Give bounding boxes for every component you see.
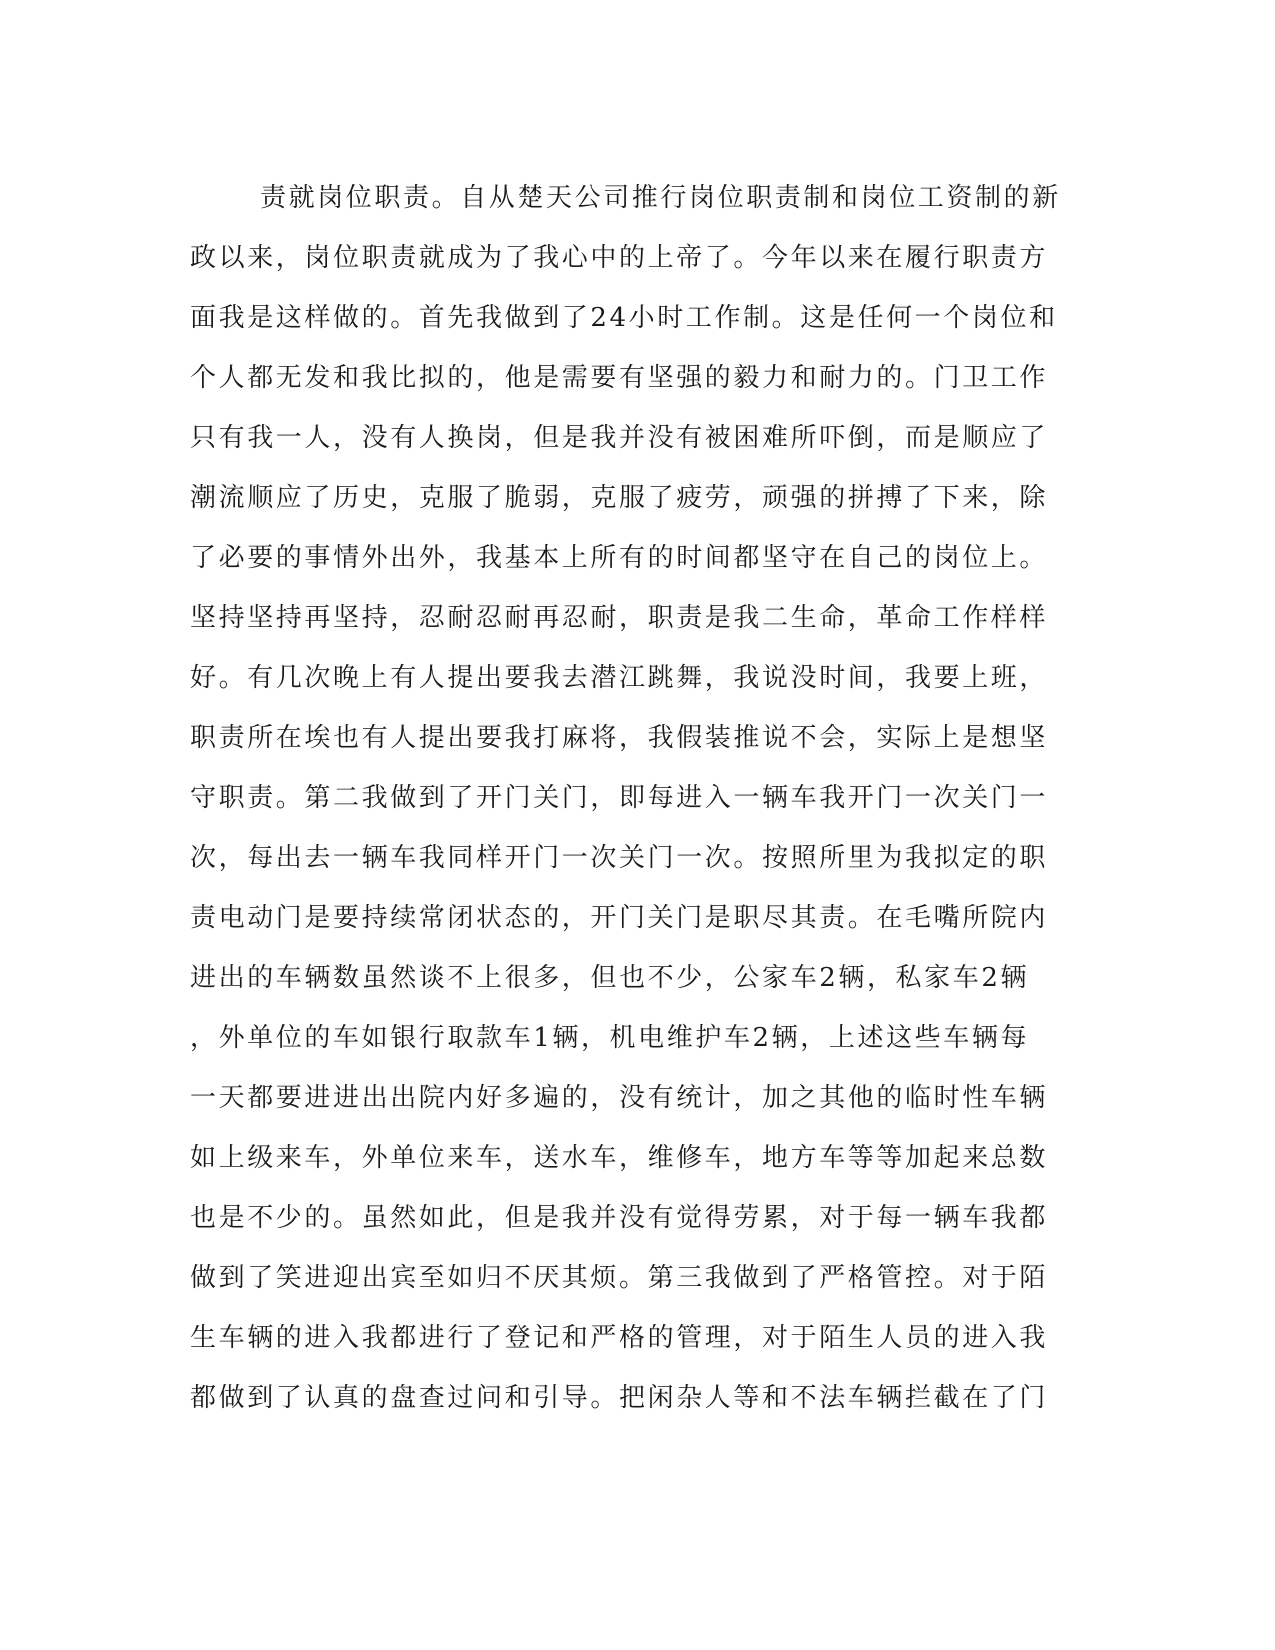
text-line: 如上级来车，外单位来车，送水车，维修车，地方车等等加起来总数 xyxy=(190,1143,1049,1173)
text-line: 潮流顺应了历史，克服了脆弱，克服了疲劳，顽强的拼搏了下来，除 xyxy=(190,483,1049,513)
text-line: 了必要的事情外出外，我基本上所有的时间都坚守在自己的岗位上。 xyxy=(190,543,1049,573)
text-line: 面我是这样做的。首先我做到了24小时工作制。这是任何一个岗位和 xyxy=(190,303,1058,333)
text-line: 也是不少的。虽然如此，但是我并没有觉得劳累，对于每一辆车我都 xyxy=(190,1203,1049,1233)
text-line: 政以来，岗位职责就成为了我心中的上帝了。今年以来在履行职责方 xyxy=(190,243,1049,273)
text-line: 都做到了认真的盘查过问和引导。把闲杂人等和不法车辆拦截在了门 xyxy=(190,1383,1049,1413)
text-line: 次，每出去一辆车我同样开门一次关门一次。按照所里为我拟定的职 xyxy=(190,843,1049,873)
text-line: 好。有几次晚上有人提出要我去潜江跳舞，我说没时间，我要上班， xyxy=(190,663,1049,693)
text-line: 坚持坚持再坚持，忍耐忍耐再忍耐，职责是我二生命，革命工作样样 xyxy=(190,603,1049,633)
text-line: 守职责。第二我做到了开门关门，即每进入一辆车我开门一次关门一 xyxy=(190,783,1049,813)
text-line: 只有我一人，没有人换岗，但是我并没有被困难所吓倒，而是顺应了 xyxy=(190,423,1049,453)
text-line: 责就岗位职责。自从楚天公司推行岗位职责制和岗位工资制的新 xyxy=(260,183,1061,213)
text-line: ，外单位的车如银行取款车1辆，机电维护车2辆，上述这些车辆每 xyxy=(190,1023,1030,1053)
text-line: 个人都无发和我比拟的，他是需要有坚强的毅力和耐力的。门卫工作 xyxy=(190,363,1049,393)
text-line: 生车辆的进入我都进行了登记和严格的管理，对于陌生人员的进入我 xyxy=(190,1323,1049,1353)
body-paragraph xyxy=(190,168,1080,1428)
text-line: 职责所在埃也有人提出要我打麻将，我假装推说不会，实际上是想坚 xyxy=(190,723,1049,753)
text-line: 进出的车辆数虽然谈不上很多，但也不少，公家车2辆，私家车2辆 xyxy=(190,963,1030,993)
text-line: 责电动门是要持续常闭状态的，开门关门是职尽其责。在毛嘴所院内 xyxy=(190,903,1049,933)
text-line: 做到了笑进迎出宾至如归不厌其烦。第三我做到了严格管控。对于陌 xyxy=(190,1263,1049,1293)
text-line: 一天都要进进出出院内好多遍的，没有统计，加之其他的临时性车辆 xyxy=(190,1083,1049,1113)
